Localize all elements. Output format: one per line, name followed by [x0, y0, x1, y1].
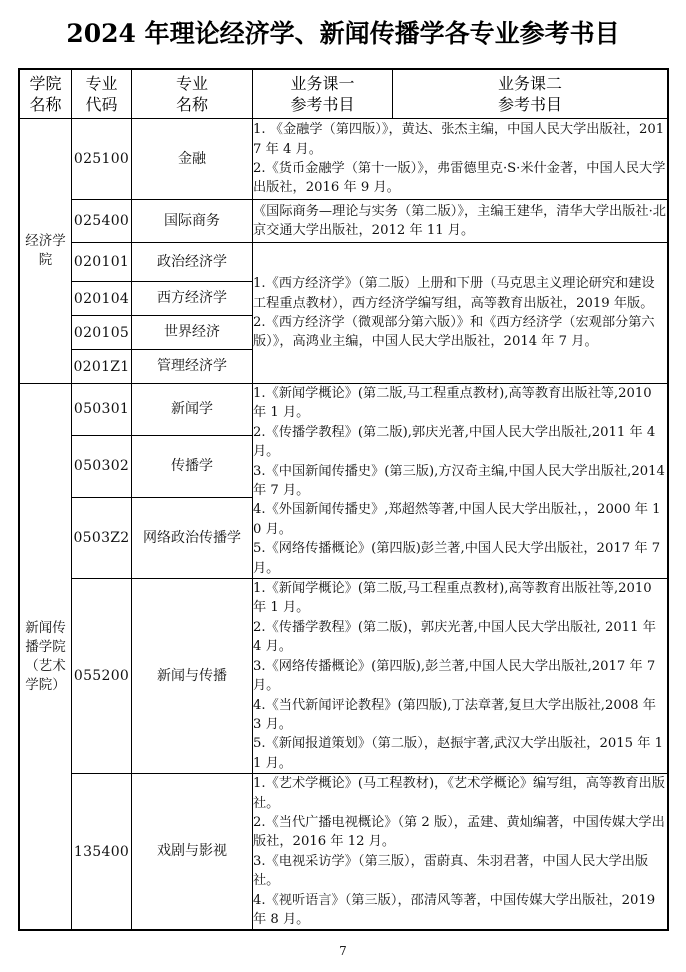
book-entry: 5.《网络传播概论》(第四版)彭兰著,中国人民大学出版社，2017 年 7 月。 [253, 541, 661, 576]
table-row [20, 384, 668, 436]
cell-major: 世界经济 [132, 316, 253, 350]
table-row [20, 243, 668, 282]
book-entry: 2.《当代广播电视概论》（第 2 版），孟建、黄灿编著，中国传媒大学出版社，2016 年 12 月。 [253, 814, 665, 850]
cell-books [253, 200, 668, 243]
table-row [20, 774, 668, 930]
cell-code: 020104 [72, 282, 132, 316]
cell-major: 西方经济学 [132, 282, 253, 316]
book-entry: 《国际商务—理论与实务（第二版）》，主编王建华，清华大学出版社·北京交通大学出版社，2012 年 11 月。 [253, 203, 666, 238]
header-course-one [253, 70, 393, 119]
cell-code: 0201Z1 [72, 350, 132, 384]
cell-books [253, 579, 668, 774]
book-entry: 1.《新闻学概论》(第二版,马工程重点教材),高等教育出版社等,2010 年 1 月。 [253, 386, 652, 421]
cell-code: 020101 [72, 243, 132, 282]
book-entry: 2.《货币金融学（第十一版）》，弗雷德里克·S·米什金著，中国人民大学出版社，2016 年 9 月。 [253, 161, 666, 196]
book-entry: 2.《传播学教程》(第二版)，郭庆光著,中国人民大学出版社, 2011 年 4 月。 [253, 619, 656, 655]
header-major-name [132, 70, 253, 119]
cell-major: 戏剧与影视 [132, 774, 253, 930]
header-course-two-line1: 业务课二 [497, 74, 562, 93]
cell-code: 050301 [72, 384, 132, 436]
cell-code: 055200 [72, 579, 132, 774]
header-major-code-line2: 代码 [85, 95, 118, 114]
book-entry: 3.《网络传播概论》(第四版),彭兰著,中国人民大学出版社,2017 年 7 月。 [253, 658, 656, 694]
cell-books [253, 243, 668, 384]
table-row [20, 200, 668, 243]
header-course-one-line1: 业务课一 [290, 74, 355, 93]
cell-major: 网络政治传播学 [132, 498, 253, 579]
header-major-name-line2: 名称 [175, 95, 208, 114]
page-title: 2024 年理论经济学、新闻传播学各专业参考书目 [66, 19, 620, 48]
header-college-line1: 学院 [29, 74, 62, 93]
book-entry: 5.《新闻报道策划》（第二版），赵振宇著,武汉大学出版社，2015 年 11 月。 [253, 736, 663, 771]
cell-books [253, 384, 668, 579]
cell-major: 国际商务 [132, 200, 253, 243]
header-college-line2: 名称 [29, 95, 62, 114]
cell-code: 020105 [72, 316, 132, 350]
book-entry: 1.《新闻学概论》(第二版,马工程重点教材),高等教育出版社等,2010 年 1 月。 [253, 581, 652, 616]
book-entry: 2.《西方经济学（微观部分第六版）》和《西方经济学（宏观部分第六版）》，高鸿业主编，中国人民大学出版社，2014 年 7 月。 [253, 315, 655, 350]
cell-major: 传播学 [132, 435, 253, 498]
header-major-code [72, 70, 132, 119]
book-entry: 4.《视听语言》（第三版），邵清风等著，中国传媒大学出版社，2019 年 8 月。 [253, 892, 656, 927]
cell-code: 0503Z2 [72, 498, 132, 579]
cell-college-journalism: 新闻传播学院（艺术学院） [20, 384, 72, 930]
book-entry: 4.《当代新闻评论教程》(第四版),丁法章著,复旦大学出版社,2008 年 3 月。 [253, 697, 656, 732]
cell-major: 新闻与传播 [132, 579, 253, 774]
cell-code: 025400 [72, 200, 132, 243]
book-entry: 1. 《金融学（第四版）》，黄达、张杰主编，中国人民大学出版社，2017 年 4 月。 [253, 122, 665, 157]
table-header-row [20, 70, 668, 119]
cell-code: 025100 [72, 119, 132, 200]
page-number: 7 [339, 944, 347, 958]
header-major-code-line1: 专业 [85, 74, 118, 93]
cell-major: 管理经济学 [132, 350, 253, 384]
book-entry: 3.《电视采访学》（第三版），雷蔚真、朱羽君著，中国人民大学出版社。 [253, 853, 649, 889]
book-entry: 1.《西方经济学》（第二版）上册和下册（马克思主义理论研究和建设工程重点教材），西方经济学编写组，高等教育出版社，2019 年版。 [253, 276, 655, 311]
book-entry: 4.《外国新闻传播史》,郑超然等著,中国人民大学出版社，，2000 年 10 月。 [253, 502, 661, 537]
book-entry: 1.《艺术学概论》(马工程教材)，《艺术学概论》编写组，高等教育出版社。 [253, 776, 665, 811]
header-course-two-line2: 参考书目 [497, 95, 562, 114]
header-major-name-line1: 专业 [175, 74, 208, 93]
cell-code: 050302 [72, 435, 132, 498]
cell-books [253, 774, 668, 930]
reference-books-table [19, 69, 668, 930]
table-container [0, 69, 686, 930]
cell-books [253, 119, 668, 200]
book-entry: 2.《传播学教程》(第二版),郭庆光著,中国人民大学出版社,2011 年 4 月。 [253, 424, 656, 460]
header-course-one-line2: 参考书目 [290, 95, 355, 114]
cell-major: 新闻学 [132, 384, 253, 436]
cell-college-economics: 经济学 院 [20, 119, 72, 384]
cell-code: 135400 [72, 774, 132, 930]
cell-major: 金融 [132, 119, 253, 200]
header-college [20, 70, 72, 119]
book-entry: 3.《中国新闻传播史》(第三版),方汉奇主编,中国人民大学出版社,2014 年 7 月。 [253, 463, 665, 499]
table-row [20, 119, 668, 200]
header-course-two [393, 70, 668, 119]
cell-major: 政治经济学 [132, 243, 253, 282]
table-row [20, 579, 668, 774]
